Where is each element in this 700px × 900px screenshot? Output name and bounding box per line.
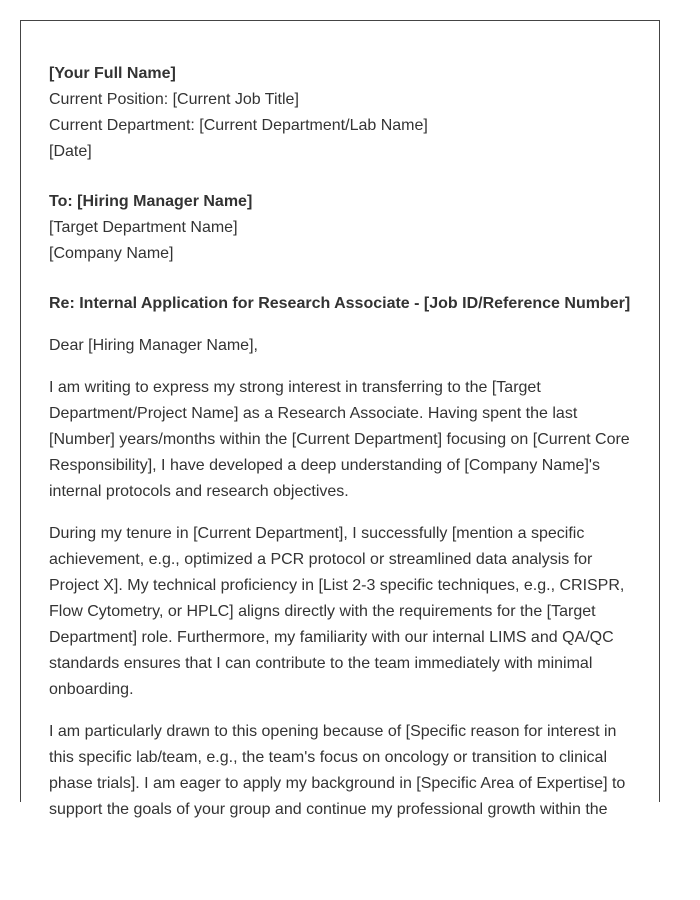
body-paragraph-2: During my tenure in [Current Department], I successfully [mention a specific achievement, e.g., optimized a PCR protocol or streamlined data analysis for Project X]. My technical proficiency in [List 2-3 specific techniques, e.g., CRISPR, Flow Cytometry, or HPLC] aligns directly with the requirements for the [Target Department] role. Furthermore, my familiarity with our internal LIMS and QA/QC standards ensures that I can contribute to the team immediately with minimal onboarding. [49,525,625,698]
sender-name: [Your Full Name] [49,65,176,82]
subject-line: Re: Internal Application for Research Associate - [Job ID/Reference Number] [49,295,631,312]
sender-department: Current Department: [Current Department/Lab Name] [49,117,428,134]
body-paragraph-3: I am particularly drawn to this opening because of [Specific reason for interest in this specific lab/team, e.g., the team's focus on oncology or transition to clinical phase trials]. I am eager to apply my background in [Specific Area of Expertise] to support the goals of your group and continue my professional growth within the [49,723,626,818]
letter-date: [Date] [49,143,92,160]
recipient-block [49,189,635,267]
letter-content [49,61,635,823]
recipient-company: [Company Name] [49,245,174,262]
sender-block [49,61,635,165]
body-paragraph-1: I am writing to express my strong interest in transferring to the [Target Department/Project Name] as a Research Associate. Having spent the last [Number] years/months within the [Current Department] focusing on [Current Core Responsibility], I have developed a deep understanding of [Company Name]'s internal protocols and research objectives. [49,379,630,500]
salutation: Dear [Hiring Manager Name], [49,337,258,354]
sender-position: Current Position: [Current Job Title] [49,91,299,108]
recipient-department: [Target Department Name] [49,219,238,236]
recipient-to-line: To: [Hiring Manager Name] [49,193,253,210]
letter-page [20,20,660,818]
